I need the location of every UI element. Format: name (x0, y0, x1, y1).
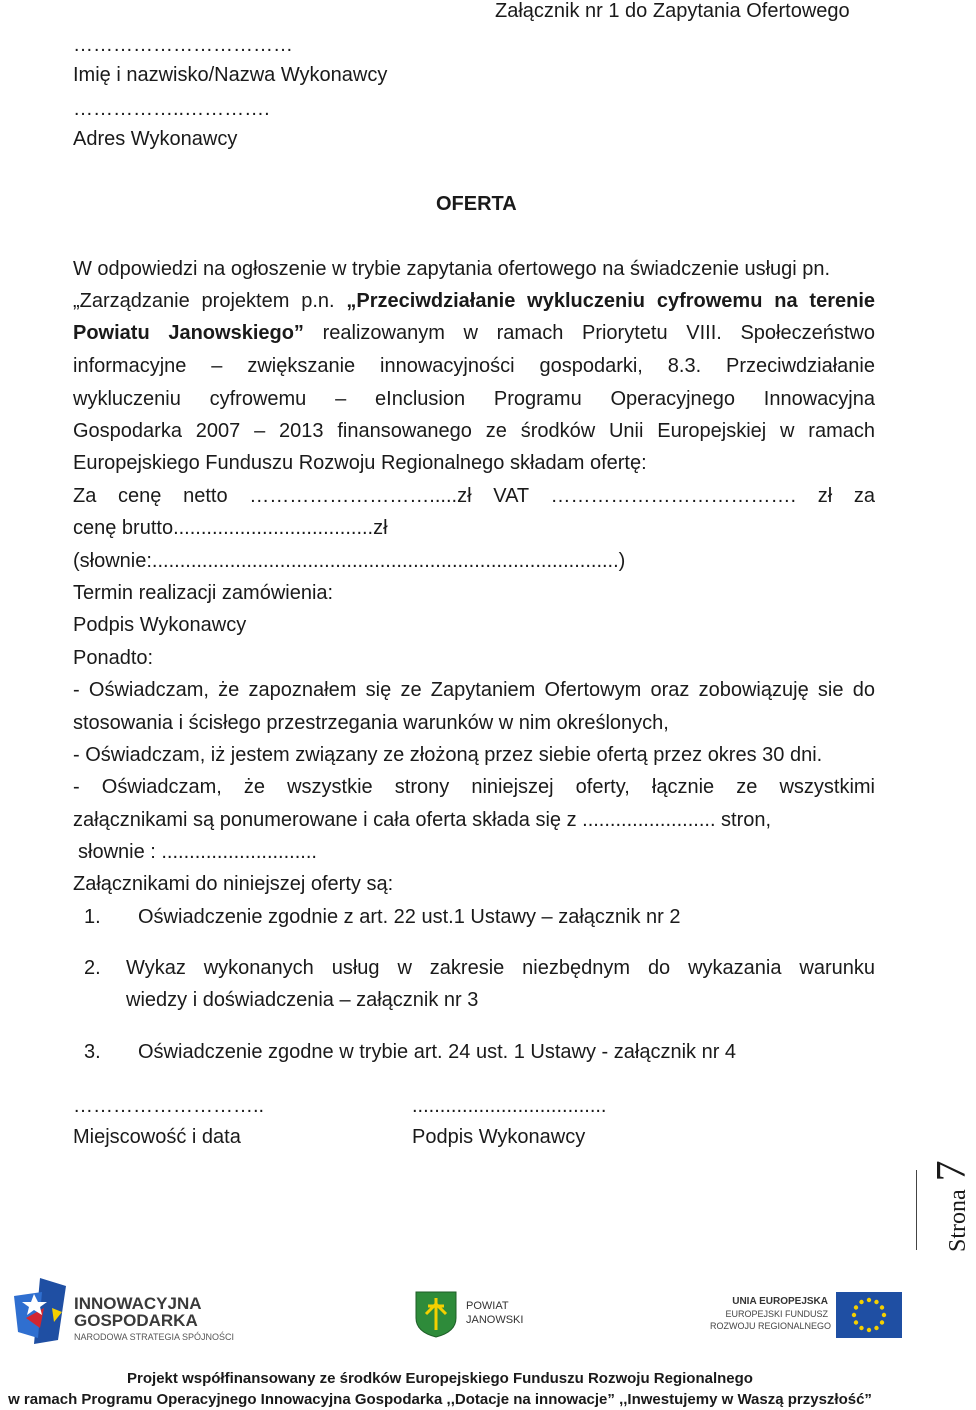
footer-line-1: Projekt współfinansowany ze środków Europejskiego Funduszu Rozwoju Regionalnego (127, 1370, 753, 1387)
statement-3-line-3: słownie : ............................ (78, 841, 317, 863)
project-name-part2: Powiatu Janowskiego” (73, 322, 304, 344)
page-word: Strona (945, 1189, 971, 1252)
innovative-economy-emblem-icon (14, 1278, 72, 1344)
innovative-economy-line-3: NARODOWA STRATEGIA SPÓJNOŚCI (74, 1332, 235, 1342)
signature-label: Podpis Wykonawcy (412, 1126, 586, 1148)
innovative-economy-logo (14, 1278, 235, 1344)
innovative-economy-line-1: INNOWACYJNA (74, 1294, 202, 1313)
attachment-text: Oświadczenie zgodne w trybie art. 24 ust. 1 Ustawy - załącznik nr 4 (138, 1041, 737, 1063)
net-price-line: Za cenę netto ……………………….....zł VAT ………………………………. zł za (73, 485, 875, 507)
completion-term-line: Termin realizacji zamówienia: (73, 582, 334, 604)
attachments-heading: Załącznikami do niniejszej oferty są: (73, 873, 394, 895)
place-date-label: Miejscowość i data (73, 1126, 241, 1148)
powiat-coat-of-arms-icon (414, 1290, 458, 1338)
contractor-address-label: Adres Wykonawcy (73, 128, 238, 150)
body-line-2 (73, 285, 875, 317)
body-line-5: wykluczeniu cyfrowemu – eInclusion Programu Operacyjnego Innowacyjna (73, 388, 875, 410)
page-number-divider (916, 1170, 917, 1250)
priority-text: realizowanym w ramach Priorytetu VIII. Społeczeństwo (303, 322, 875, 344)
eu-line-2: EUROPEJSKI FUNDUSZ (725, 1309, 828, 1319)
attachment-number: 2. (84, 957, 101, 979)
moreover-label: Ponadto: (73, 647, 154, 669)
statement-1-line-1: - Oświadczam, że zapoznałem się ze Zapytaniem Ofertowym oraz zobowiązuję sie do (73, 679, 875, 701)
european-union-logo (706, 1292, 902, 1340)
attachment-item (84, 901, 680, 933)
footer-line-2: w ramach Programu Operacyjnego Innowacyjna Gospodarka ,,Dotacje na innowacje” ,,Inwestujemy w Waszą przyszłość” (8, 1391, 872, 1408)
price-in-words-line: (słownie:....................................................................................) (73, 550, 626, 572)
contractor-name-dots: …………………………… (73, 34, 293, 56)
contractor-address-dots: ……………..…………. (73, 98, 270, 120)
powiat-janowski-logo (414, 1290, 534, 1340)
page-number-value: 7 (929, 1160, 975, 1182)
project-name-part1: „Przeciwdziałanie wykluczeniu cyfrowemu na terenie (346, 290, 875, 312)
body-line-6: Gospodarka 2007 – 2013 finansowanego ze środków Unii Europejskiej w ramach (73, 420, 875, 442)
eu-flag-icon (836, 1292, 902, 1338)
gross-price-line: cenę brutto....................................zł (73, 517, 388, 539)
place-date-dots: ……………………….. (73, 1095, 265, 1117)
project-prefix: „Zarządzanie projektem p.n. (73, 290, 347, 312)
contractor-signature-line: Podpis Wykonawcy (73, 614, 247, 636)
eu-line-3: ROZWOJU REGIONALNEGO (710, 1321, 832, 1331)
body-line-1: W odpowiedzi na ogłoszenie w trybie zapytania ofertowego na świadczenie usługi pn. (73, 258, 831, 280)
statement-2: - Oświadczam, iż jestem związany ze złożoną przez siebie ofertą przez okres 30 dni. (73, 744, 823, 766)
signature-dots: ................................... (412, 1095, 607, 1117)
attachment-text: Wykaz wykonanych usług w zakresie niezbędnym do wykazania warunku (126, 957, 875, 979)
contractor-name-label: Imię i nazwisko/Nazwa Wykonawcy (73, 64, 388, 86)
powiat-line-1: POWIAT (466, 1300, 509, 1312)
statement-1-line-2: stosowania i ścisłego przestrzegania warunków w nim określonych, (73, 712, 669, 734)
document-title: OFERTA (436, 193, 517, 215)
annex-header: Załącznik nr 1 do Zapytania Ofertowego (495, 0, 850, 22)
attachment-text-continued: wiedzy i doświadczenia – załącznik nr 3 (126, 989, 479, 1011)
innovative-economy-line-2: GOSPODARKA (74, 1311, 198, 1330)
page-number (928, 1160, 976, 1252)
body-line-4: informacyjne – zwiększanie innowacyjności gospodarki, 8.3. Przeciwdziałanie (73, 355, 875, 377)
body-line-7: Europejskiego Funduszu Rozwoju Regionalnego składam ofertę: (73, 452, 647, 474)
attachment-number: 3. (84, 1041, 101, 1063)
body-line-3 (73, 317, 875, 349)
statement-3-line-2: załącznikami są ponumerowane i cała oferta składa się z ........................ stron, (73, 809, 772, 831)
attachment-number: 1. (84, 906, 101, 928)
attachment-text: Oświadczenie zgodnie z art. 22 ust.1 Ustawy – załącznik nr 2 (138, 906, 681, 928)
statement-3-line-1: - Oświadczam, że wszystkie strony niniejszej oferty, łącznie ze wszystkimi (73, 776, 875, 798)
eu-line-1: UNIA EUROPEJSKA (732, 1296, 828, 1307)
attachment-item (84, 1036, 736, 1068)
powiat-line-2: JANOWSKI (466, 1314, 524, 1326)
